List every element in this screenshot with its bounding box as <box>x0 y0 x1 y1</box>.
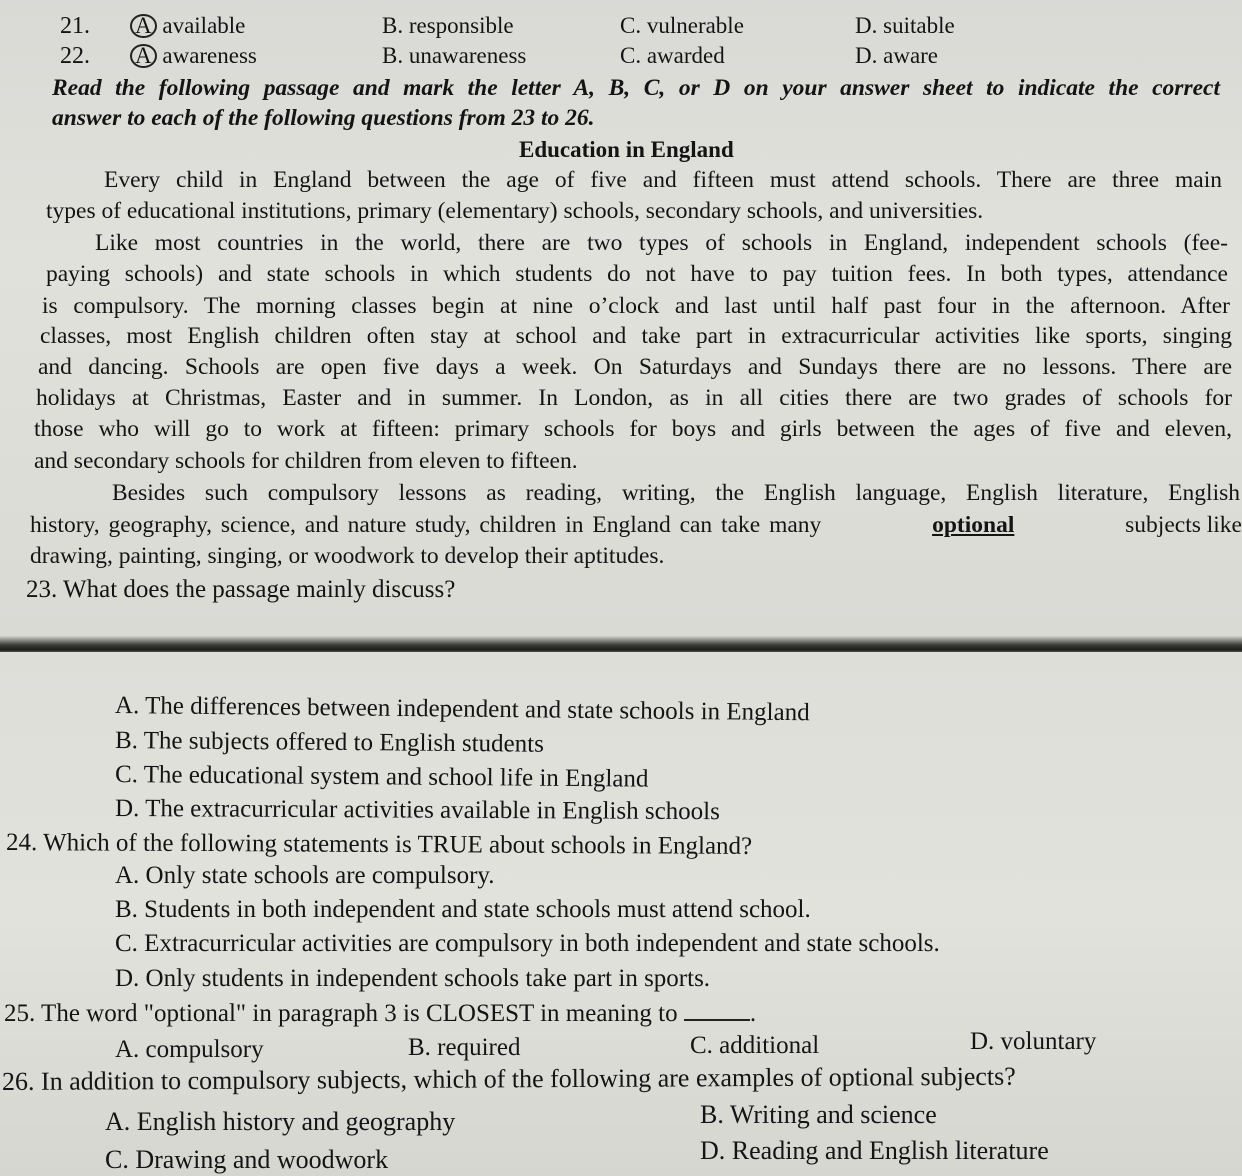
q26-option-a: A. English history and geography <box>105 1107 456 1136</box>
q22-option-a-text: awareness <box>162 43 257 68</box>
q26-option-b: B. Writing and science <box>700 1100 937 1129</box>
q21-option-b <box>382 12 514 40</box>
q23-option-c: C. The educational system and school life in England <box>114 761 649 793</box>
q25-stem-end: . <box>749 1000 757 1027</box>
q26-option-c: C. Drawing and woodwork <box>105 1145 389 1174</box>
q25-option-b: B. required <box>408 1034 521 1061</box>
q22-option-b <box>382 42 526 70</box>
q21-option-d-text: suitable <box>883 13 955 38</box>
q25-option-a: A. compulsory <box>115 1036 264 1063</box>
passage-line-4: paying schools) and state schools in which students do not have to pay tuition fees. In both types, attendance <box>46 261 1228 287</box>
q22-option-a <box>130 42 257 70</box>
passage-line-7: and dancing. Schools are open five days a week. On Saturdays and Sundays there are no lessons. There are <box>38 354 1232 380</box>
q23-option-b: B. The subjects offered to English students <box>114 727 544 758</box>
passage-line-9: those who will go to work at fifteen: primary schools for boys and girls between the ages of five and eleven, <box>34 416 1232 442</box>
q22-option-d-text: aware <box>883 43 939 68</box>
passage-line-10: and secondary schools for children from eleven to fifteen. <box>34 448 578 474</box>
q21-option-b-letter: B. <box>382 13 404 38</box>
q22-option-c-letter: C. <box>620 43 642 68</box>
q22-option-d-letter: D. <box>855 43 878 68</box>
q24-option-a: A. Only state schools are compulsory. <box>115 862 495 889</box>
q24-option-d: D. Only students in independent schools take part in sports. <box>115 965 711 992</box>
passage-line-11: Besides such compulsory lessons as reading, writing, the English language, English literature, English <box>112 480 1240 506</box>
q25-option-d: D. voluntary <box>970 1028 1097 1055</box>
passage-line-8: holidays at Christmas, Easter and in summer. In London, as in all cities there are two grades of schools for <box>36 385 1232 411</box>
passage-line-12-before: history, geography, science, and nature study, children in England can take many <box>30 512 822 538</box>
q24-stem: 24. Which of the following statements is TRUE about schools in England? <box>5 829 753 860</box>
q21-option-a-text: available <box>162 13 246 38</box>
q22-option-c <box>620 42 725 70</box>
q21-number: 21. <box>60 13 90 39</box>
q21-option-d-letter: D. <box>855 13 878 38</box>
q25-option-c: C. additional <box>690 1032 820 1059</box>
q26-option-d: D. Reading and English literature <box>700 1136 1049 1165</box>
q21-option-c-letter: C. <box>620 13 642 38</box>
q21-option-b-text: responsible <box>408 13 514 38</box>
q26-stem: 26. In addition to compulsory subjects, which of the following are examples of optional subjects? <box>1 1061 1016 1096</box>
q22-option-a-letter: A <box>130 44 157 68</box>
q22-option-d <box>855 42 938 70</box>
q21-option-c <box>620 12 744 40</box>
q25-stem-text: 25. The word "optional" in paragraph 3 is CLOSEST in meaning to <box>4 1000 678 1027</box>
passage-line-1: Every child in England between the age of five and fifteen must attend schools. There are three main <box>104 167 1222 193</box>
passage-line-6: classes, most English children often stay at school and take part in extracurricular activities like sports, singing <box>40 323 1232 349</box>
q23-option-a: A. The differences between independent and state schools in England <box>114 692 810 727</box>
passage-line-13: drawing, painting, singing, or woodwork to develop their aptitudes. <box>30 543 665 569</box>
q22-option-b-letter: B. <box>382 43 404 68</box>
q25-stem <box>4 1000 756 1028</box>
q21-option-c-text: vulnerable <box>646 13 744 38</box>
passage-line-5: is compulsory. The morning classes begin at nine o’clock and last until half past four in the afternoon. After <box>42 293 1230 319</box>
q21-option-d <box>855 12 955 40</box>
passage-line-2: types of educational institutions, primary (elementary) schools, secondary schools, and universities. <box>46 198 984 224</box>
q22-number: 22. <box>60 43 90 69</box>
q24-option-c: C. Extracurricular activities are compulsory in both independent and state schools. <box>115 930 940 957</box>
q25-answer-blank <box>684 1001 750 1021</box>
q22-option-c-text: awarded <box>646 43 725 68</box>
passage-line-12-after: subjects like <box>1125 512 1242 538</box>
q24-option-b: B. Students in both independent and state schools must attend school. <box>115 896 811 923</box>
passage-optional-word: optional <box>932 512 1015 538</box>
passage-title: Education in England <box>519 137 734 162</box>
instruction-line-1: Read the following passage and mark the letter A, B, C, or D on your answer sheet to indicate the correct <box>52 75 1220 101</box>
q23-stem: 23. What does the passage mainly discuss? <box>26 576 456 603</box>
q21-option-a-letter: A <box>130 14 157 38</box>
q22-option-b-text: unawareness <box>408 43 527 68</box>
instruction-line-2: answer to each of the following questions from 23 to 26. <box>52 105 595 131</box>
passage-line-3: Like most countries in the world, there are two types of schools in England, independent schools (fee- <box>95 230 1228 256</box>
q23-option-d: D. The extracurricular activities available in English schools <box>114 795 720 826</box>
passage-line-12 <box>30 511 1242 539</box>
q21-option-a <box>130 12 245 40</box>
